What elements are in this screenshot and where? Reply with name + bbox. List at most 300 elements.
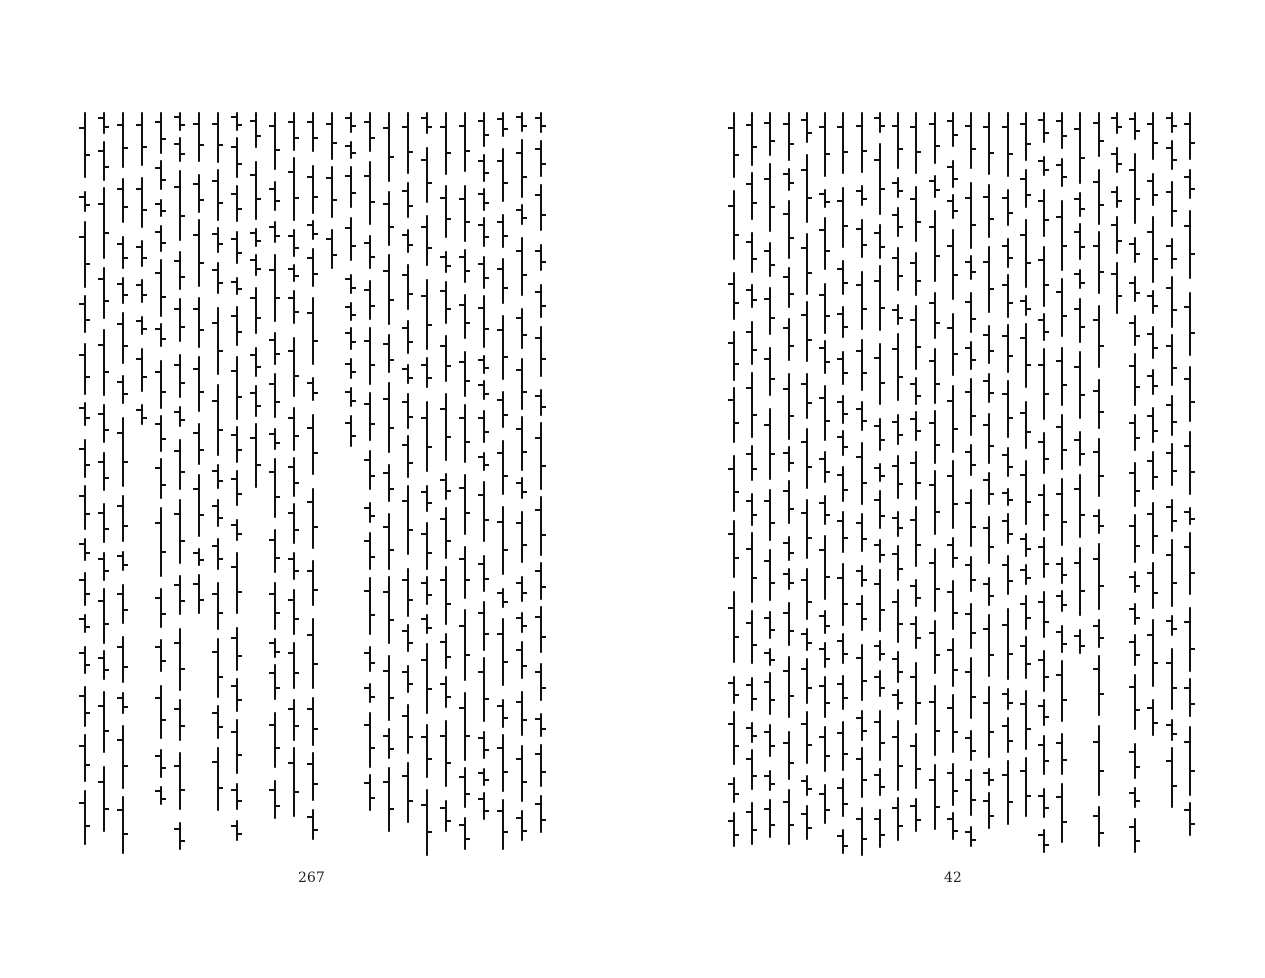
word-stroke <box>179 822 181 850</box>
word-stroke <box>879 809 881 848</box>
word-stroke <box>388 334 390 373</box>
word-stroke <box>733 591 735 663</box>
word-stroke <box>236 112 238 131</box>
word-stroke <box>540 326 542 377</box>
word-stroke <box>1171 615 1173 636</box>
word-stroke <box>788 200 790 259</box>
word-stroke <box>1134 634 1136 666</box>
word-stroke <box>293 457 295 497</box>
word-stroke <box>255 112 257 148</box>
word-stroke <box>255 228 257 247</box>
word-stroke <box>502 734 504 792</box>
word-stroke <box>1025 690 1027 750</box>
word-stroke <box>842 112 844 174</box>
word-stroke <box>1171 648 1173 710</box>
word-stroke <box>1152 173 1154 206</box>
word-stroke <box>915 186 917 242</box>
word-stroke <box>502 799 504 850</box>
word-stroke <box>915 506 917 567</box>
word-stroke <box>879 670 881 697</box>
word-stroke <box>179 112 181 131</box>
word-stroke <box>236 627 238 671</box>
word-stroke <box>274 582 276 630</box>
word-stroke <box>861 112 863 173</box>
word-stroke <box>236 356 238 420</box>
word-stroke <box>970 826 972 847</box>
word-stroke <box>970 603 972 649</box>
word-stroke <box>255 161 257 220</box>
text-column <box>745 112 759 854</box>
word-stroke <box>521 576 523 602</box>
word-stroke <box>388 728 390 759</box>
word-stroke <box>769 163 771 232</box>
word-stroke <box>350 141 352 159</box>
text-column <box>1037 112 1051 861</box>
word-stroke <box>733 455 735 512</box>
word-stroke <box>502 148 504 202</box>
word-stroke <box>464 609 466 681</box>
word-stroke <box>160 323 162 347</box>
word-stroke <box>217 307 219 375</box>
word-stroke <box>1134 462 1136 507</box>
word-stroke <box>445 281 447 324</box>
word-stroke <box>879 343 881 405</box>
word-stroke <box>1061 414 1063 470</box>
text-column <box>78 112 92 855</box>
right-page-number: 42 <box>944 870 962 886</box>
word-stroke <box>464 692 466 761</box>
word-stroke <box>1079 223 1081 260</box>
word-stroke <box>464 351 466 397</box>
word-stroke <box>788 536 790 561</box>
word-stroke <box>1134 571 1136 593</box>
word-stroke <box>988 246 990 313</box>
word-stroke <box>952 580 954 630</box>
word-stroke <box>1007 112 1009 177</box>
word-stroke <box>915 377 917 405</box>
word-stroke <box>236 231 238 264</box>
word-stroke <box>198 174 200 213</box>
word-stroke <box>934 410 936 464</box>
text-column <box>325 112 339 276</box>
word-stroke <box>179 752 181 810</box>
word-stroke <box>122 692 124 714</box>
word-stroke <box>769 489 771 541</box>
word-stroke <box>1007 513 1009 544</box>
word-stroke <box>1025 460 1027 525</box>
word-stroke <box>160 786 162 805</box>
word-stroke <box>293 337 295 397</box>
word-stroke <box>540 422 542 490</box>
word-stroke <box>369 112 371 152</box>
word-stroke <box>540 140 542 177</box>
word-stroke <box>1098 305 1100 368</box>
word-stroke <box>970 444 972 476</box>
word-stroke <box>842 187 844 248</box>
word-stroke <box>952 460 954 529</box>
word-stroke <box>952 638 954 687</box>
word-stroke <box>1007 608 1009 680</box>
word-stroke <box>255 423 257 488</box>
word-stroke <box>1134 787 1136 808</box>
word-stroke <box>350 274 352 294</box>
word-stroke <box>1116 216 1118 254</box>
word-stroke <box>1025 112 1027 161</box>
word-stroke <box>84 191 86 212</box>
word-stroke <box>407 435 409 478</box>
word-stroke <box>897 589 899 643</box>
word-stroke <box>1079 431 1081 466</box>
word-stroke <box>179 439 181 490</box>
word-stroke <box>84 112 86 178</box>
word-stroke <box>1171 443 1173 486</box>
word-stroke <box>952 812 954 840</box>
word-stroke <box>842 563 844 626</box>
word-stroke <box>369 450 371 490</box>
word-stroke <box>806 499 808 559</box>
word-stroke <box>1061 590 1063 612</box>
word-stroke <box>483 256 485 289</box>
word-stroke <box>897 511 899 537</box>
text-column <box>1165 112 1179 814</box>
text-column <box>909 112 923 845</box>
word-stroke <box>483 657 485 722</box>
word-stroke <box>897 333 899 401</box>
word-stroke <box>915 798 917 832</box>
word-stroke <box>733 676 735 704</box>
word-stroke <box>502 618 504 686</box>
word-stroke <box>217 499 219 527</box>
word-stroke <box>751 372 753 438</box>
word-stroke <box>1043 591 1045 638</box>
word-stroke <box>521 511 523 563</box>
word-stroke <box>84 343 86 395</box>
word-stroke <box>160 199 162 217</box>
word-stroke <box>1061 478 1063 546</box>
word-stroke <box>806 775 808 796</box>
word-stroke <box>988 184 990 238</box>
word-stroke <box>236 783 238 810</box>
word-stroke <box>970 378 972 436</box>
word-stroke <box>1098 231 1100 294</box>
text-column <box>1055 112 1069 851</box>
word-stroke <box>388 767 390 832</box>
word-stroke <box>521 237 523 296</box>
word-stroke <box>952 160 954 188</box>
word-stroke <box>769 799 771 838</box>
word-stroke <box>483 792 485 820</box>
text-column <box>306 112 320 853</box>
word-stroke <box>141 279 143 303</box>
word-stroke <box>1061 112 1063 149</box>
word-stroke <box>751 749 753 790</box>
word-stroke <box>179 354 181 398</box>
word-stroke <box>879 265 881 331</box>
word-stroke <box>1171 112 1173 133</box>
word-stroke <box>103 329 105 396</box>
word-stroke <box>1061 278 1063 337</box>
word-stroke <box>1079 547 1081 616</box>
word-stroke <box>521 810 523 841</box>
word-stroke <box>141 240 143 267</box>
text-column <box>477 112 491 830</box>
word-stroke <box>426 614 428 634</box>
word-stroke <box>464 249 466 283</box>
word-stroke <box>897 651 899 683</box>
word-stroke <box>1043 112 1045 143</box>
word-stroke <box>293 112 295 151</box>
word-stroke <box>293 552 295 580</box>
word-stroke <box>1171 719 1173 741</box>
word-stroke <box>217 638 219 698</box>
word-stroke <box>861 271 863 330</box>
word-stroke <box>103 503 105 543</box>
word-stroke <box>388 655 390 721</box>
word-stroke <box>824 112 826 177</box>
text-column <box>782 112 796 855</box>
word-stroke <box>426 112 428 134</box>
word-stroke <box>141 112 143 166</box>
word-stroke <box>521 691 523 736</box>
word-stroke <box>445 251 447 273</box>
word-stroke <box>1152 369 1154 395</box>
word-stroke <box>915 252 917 296</box>
word-stroke <box>236 137 238 178</box>
word-stroke <box>788 789 790 845</box>
word-stroke <box>179 575 181 615</box>
word-stroke <box>751 172 753 220</box>
word-stroke <box>160 685 162 739</box>
word-stroke <box>274 373 276 418</box>
word-stroke <box>879 418 881 451</box>
word-stroke <box>274 112 276 170</box>
word-stroke <box>970 657 972 719</box>
word-stroke <box>733 112 735 178</box>
word-stroke <box>824 217 826 270</box>
word-stroke <box>1007 555 1009 595</box>
word-stroke <box>751 532 753 603</box>
word-stroke <box>236 519 238 541</box>
word-stroke <box>502 112 504 137</box>
word-stroke <box>806 154 808 223</box>
word-stroke <box>464 294 466 339</box>
word-stroke <box>751 321 753 365</box>
word-stroke <box>842 306 844 338</box>
word-stroke <box>445 393 447 461</box>
text-column <box>154 112 168 817</box>
word-stroke <box>897 304 899 325</box>
word-stroke <box>407 624 409 652</box>
word-stroke <box>160 458 162 499</box>
word-stroke <box>1025 533 1027 557</box>
word-stroke <box>1007 688 1009 710</box>
word-stroke <box>915 411 917 441</box>
word-stroke <box>1025 636 1027 679</box>
word-stroke <box>483 481 485 542</box>
word-stroke <box>521 612 523 633</box>
word-stroke <box>521 358 523 410</box>
text-column <box>836 112 850 865</box>
word-stroke <box>1134 674 1136 730</box>
word-stroke <box>103 552 105 581</box>
word-stroke <box>1098 379 1100 429</box>
word-stroke <box>824 495 826 525</box>
word-stroke <box>842 466 844 502</box>
word-stroke <box>293 589 295 635</box>
word-stroke <box>407 112 409 174</box>
word-stroke <box>369 683 371 703</box>
word-stroke <box>915 733 917 789</box>
text-column <box>515 112 529 847</box>
word-stroke <box>861 644 863 701</box>
word-stroke <box>915 662 917 725</box>
word-stroke <box>141 404 143 425</box>
word-stroke <box>952 194 954 219</box>
word-stroke <box>806 658 808 704</box>
word-stroke <box>502 315 504 380</box>
text-column <box>727 112 741 856</box>
word-stroke <box>1043 537 1045 578</box>
word-stroke <box>861 807 863 856</box>
word-stroke <box>751 722 753 743</box>
text-column <box>1092 112 1106 859</box>
word-stroke <box>350 387 352 407</box>
word-stroke <box>824 451 826 483</box>
text-column <box>1128 112 1142 859</box>
word-stroke <box>1098 438 1100 497</box>
word-stroke <box>788 267 790 308</box>
word-stroke <box>842 395 844 424</box>
text-column <box>249 112 263 498</box>
word-stroke <box>769 549 771 601</box>
word-stroke <box>1043 189 1045 237</box>
word-stroke <box>970 556 972 592</box>
word-stroke <box>861 595 863 631</box>
word-stroke <box>861 185 863 206</box>
word-stroke <box>540 389 542 416</box>
word-stroke <box>861 565 863 587</box>
word-stroke <box>733 190 735 260</box>
word-stroke <box>217 227 219 253</box>
word-stroke <box>1043 829 1045 853</box>
word-stroke <box>369 774 371 811</box>
word-stroke <box>861 339 863 391</box>
word-stroke <box>769 611 771 639</box>
text-column <box>855 112 869 864</box>
word-stroke <box>769 242 771 277</box>
word-stroke <box>788 602 790 646</box>
word-stroke <box>769 672 771 715</box>
word-stroke <box>897 247 899 291</box>
word-stroke <box>445 676 447 708</box>
word-stroke <box>540 562 542 600</box>
word-stroke <box>407 485 409 555</box>
word-stroke <box>1043 735 1045 775</box>
word-stroke <box>1079 192 1081 217</box>
word-stroke <box>1116 262 1118 314</box>
word-stroke <box>312 488 314 549</box>
word-stroke <box>879 490 881 529</box>
word-stroke <box>970 255 972 280</box>
word-stroke <box>274 780 276 819</box>
word-stroke <box>1098 543 1100 610</box>
word-stroke <box>84 614 86 633</box>
word-stroke <box>369 712 371 768</box>
word-stroke <box>769 648 771 666</box>
word-stroke <box>970 341 972 370</box>
word-stroke <box>733 520 735 578</box>
word-stroke <box>952 694 954 753</box>
word-stroke <box>521 204 523 225</box>
word-stroke <box>861 710 863 741</box>
word-stroke <box>312 414 314 475</box>
word-stroke <box>540 744 542 787</box>
word-stroke <box>388 576 390 644</box>
word-stroke <box>445 633 447 669</box>
word-stroke <box>122 636 124 683</box>
word-stroke <box>897 177 899 198</box>
word-stroke <box>160 588 162 628</box>
word-stroke <box>879 539 881 563</box>
word-stroke <box>988 516 990 564</box>
word-stroke <box>1134 237 1136 263</box>
word-stroke <box>1152 699 1154 736</box>
word-stroke <box>388 254 390 325</box>
word-stroke <box>464 474 466 535</box>
word-stroke <box>122 551 124 571</box>
word-stroke <box>502 506 504 575</box>
word-stroke <box>426 576 428 605</box>
word-stroke <box>1007 380 1009 438</box>
word-stroke <box>217 169 219 221</box>
word-stroke <box>179 137 181 162</box>
word-stroke <box>502 588 504 608</box>
word-stroke <box>407 364 409 384</box>
text-column <box>287 112 301 826</box>
word-stroke <box>236 426 238 463</box>
word-stroke <box>1007 760 1009 825</box>
word-stroke <box>879 768 881 796</box>
word-stroke <box>312 165 314 214</box>
word-stroke <box>934 470 936 535</box>
word-stroke <box>103 187 105 259</box>
word-stroke <box>274 332 276 365</box>
word-stroke <box>897 797 899 841</box>
word-stroke <box>934 685 936 756</box>
word-stroke <box>407 704 409 754</box>
word-stroke <box>426 789 428 856</box>
word-stroke <box>217 582 219 630</box>
word-stroke <box>1025 564 1027 585</box>
word-stroke <box>464 112 466 172</box>
left-page <box>0 0 632 978</box>
left-page-number: 267 <box>298 870 325 886</box>
word-stroke <box>521 416 523 471</box>
word-stroke <box>312 809 314 840</box>
word-stroke <box>934 764 936 830</box>
word-stroke <box>733 272 735 320</box>
word-stroke <box>160 160 162 190</box>
word-stroke <box>1043 348 1045 420</box>
word-stroke <box>988 686 990 758</box>
word-stroke <box>1189 726 1191 796</box>
word-stroke <box>952 537 954 568</box>
word-stroke <box>179 628 181 691</box>
word-stroke <box>934 548 936 612</box>
word-stroke <box>236 306 238 346</box>
word-stroke <box>122 417 124 487</box>
word-stroke <box>1189 366 1191 422</box>
